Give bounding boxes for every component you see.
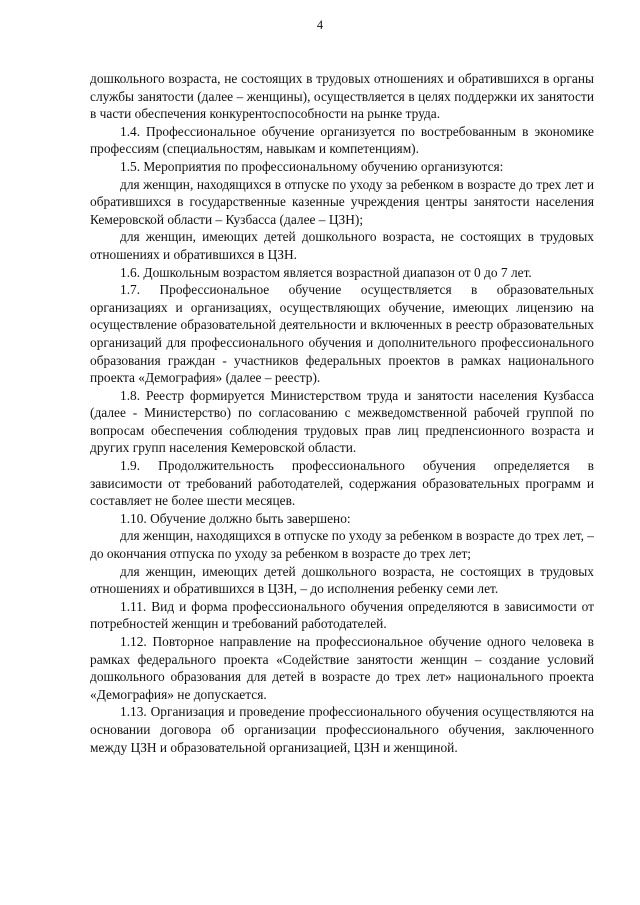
- paragraph-intro-continuation: дошкольного возраста, не состоящих в трудовых отношениях и обратившихся в органы службы занятости (далее – женщины), осуществляется в целях поддержки их занятости в части обеспечения конкурентоспособности на рынке труда.: [90, 71, 594, 122]
- paragraph-1-6: 1.6. Дошкольным возрастом является возрастной диапазон от 0 до 7 лет.: [120, 264, 532, 280]
- page-number: 4: [316, 18, 324, 32]
- paragraph-1-7: 1.7. Профессиональное обучение осуществляется в образовательных организациях и организациях, осуществляющих обучение, имеющих лицензию на осуществление образовательной деятельности и включенных в реестр образовательных организаций для профессионального обучения и дополнительного профессионального образования граждан - участников федеральных проектов в рамках национального проекта «Демография» (далее – реестр).: [90, 282, 594, 386]
- paragraph-1-12: 1.12. Повторное направление на профессиональное обучение одного человека в рамках федерального проекта «Содействие занятости женщин – создание условий дошкольного образования для детей в возрасте до трех лет» национального проекта «Демография» не допускается.: [90, 634, 594, 702]
- paragraph-1-13: 1.13. Организация и проведение профессионального обучения осуществляются на основании договора об организации профессионального обучения, заключенного между ЦЗН и образовательной организацией, ЦЗН и женщиной.: [90, 704, 594, 755]
- document-body: [90, 70, 594, 756]
- paragraph-1-10: 1.10. Обучение должно быть завершено:: [120, 510, 351, 526]
- paragraph-1-5-item-1: для женщин, находящихся в отпуске по уходу за ребенком в возрасте до трех лет и обратившихся в государственные казенные учреждения центры занятости населения Кемеровской области – Кузбасса (далее – ЦЗН);: [90, 176, 594, 227]
- paragraph-1-5-item-2: для женщин, имеющих детей дошкольного возраста, не состоящих в трудовых отношениях и обратившихся в ЦЗН.: [90, 229, 594, 262]
- paragraph-1-4: 1.4. Профессиональное обучение организуется по востребованным в экономике профессиям (специальностям, навыкам и компетенциям).: [90, 123, 594, 157]
- paragraph-1-9: 1.9. Продолжительность профессионального обучения определяется в зависимости от требований работодателей, содержания образовательных программ и составляет не более шести месяцев.: [90, 458, 594, 509]
- paragraph-1-10-item-2: для женщин, имеющих детей дошкольного возраста, не состоящих в трудовых отношениях и обратившихся в ЦЗН, – до исполнения ребенку семи лет.: [90, 563, 594, 597]
- paragraph-1-5: 1.5. Мероприятия по профессиональному обучению организуются:: [120, 158, 504, 174]
- paragraph-1-11: 1.11. Вид и форма профессионального обучения определяются в зависимости от потребностей женщин и требований работодателей.: [90, 598, 594, 632]
- paragraph-1-10-item-1: для женщин, находящихся в отпуске по уходу за ребенком в возрасте до трех лет, – до окончания отпуска по уходу за ребенком в возрасте до трех лет;: [90, 528, 594, 562]
- paragraph-1-8: 1.8. Реестр формируется Министерством труда и занятости населения Кузбасса (далее - Министерство) по согласованию с межведомственной рабочей группой по вопросам обеспечения соблюдения трудовых прав лиц предпенсионного возраста и других групп населения Кемеровской области.: [90, 387, 594, 456]
